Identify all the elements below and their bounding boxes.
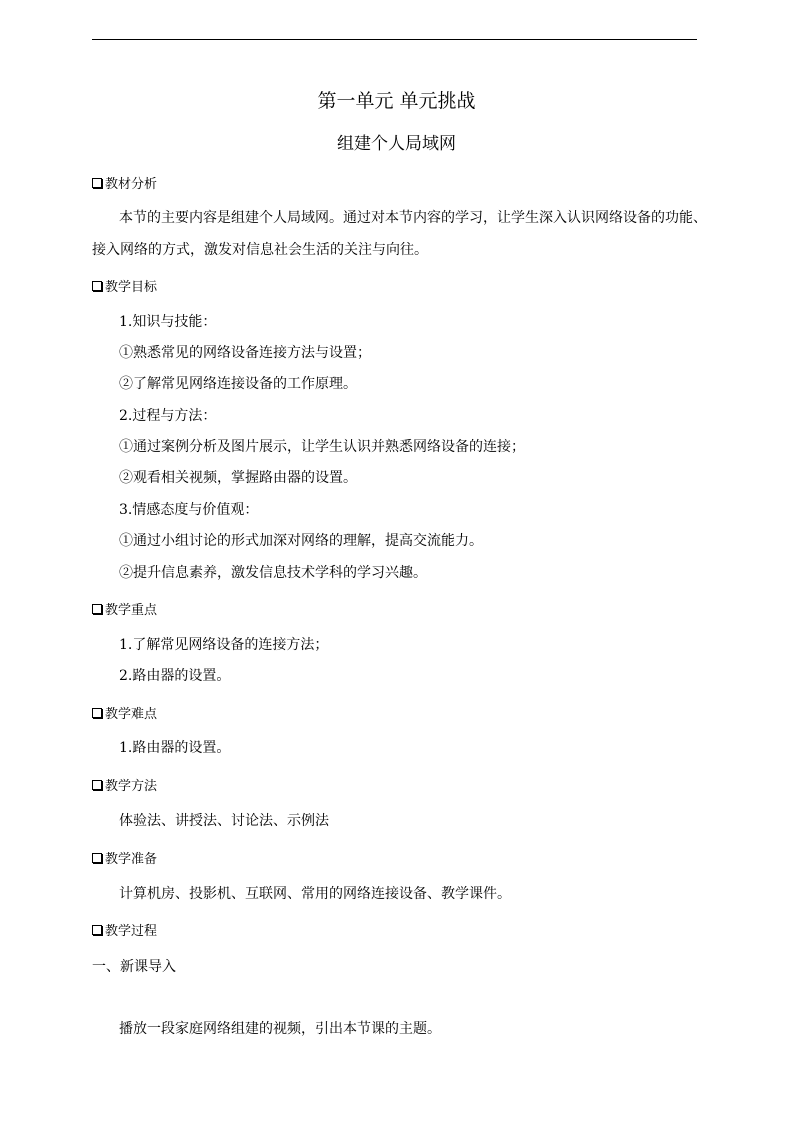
list-item: ①通过小组讨论的形式加深对网络的理解，提高交流能力。: [119, 533, 483, 549]
section-heading-label: 教材分析: [105, 177, 158, 192]
checkbox-bullet-icon: [92, 708, 102, 718]
section-heading-process: [92, 920, 157, 939]
list-item: ①通过案例分析及图片展示，让学生认识并熟悉网络设备的连接；: [119, 439, 525, 455]
section-heading-teaching-goals: [92, 276, 157, 295]
paragraph-line: 计算机房、投影机、互联网、常用的网络连接设备、教学课件。: [119, 886, 511, 902]
subheading-new-lesson-intro: 一、新课导入: [92, 959, 176, 975]
list-item: 2.过程与方法：: [119, 408, 217, 424]
paragraph-line: 体验法、讲授法、讨论法、示例法: [119, 813, 329, 829]
checkbox-bullet-icon: [92, 604, 102, 614]
list-item: 1.了解常见网络设备的连接方法；: [119, 637, 329, 653]
list-item: 2.路由器的设置。: [119, 668, 231, 684]
list-item: 3.情感态度与价值观：: [119, 502, 259, 518]
paragraph-line: 播放一段家庭网络组建的视频，引出本节课的主题。: [119, 1021, 441, 1037]
page-title: 第一单元 单元挑战: [317, 90, 476, 112]
checkbox-bullet-icon: [92, 281, 102, 291]
section-heading-label: 教学目标: [105, 280, 158, 295]
section-heading-label: 教学方法: [105, 779, 158, 794]
section-heading-label: 教学重点: [105, 603, 158, 618]
list-item: 1.路由器的设置。: [119, 740, 231, 756]
page-subtitle: 组建个人局域网: [337, 134, 456, 154]
checkbox-bullet-icon: [92, 853, 102, 863]
checkbox-bullet-icon: [92, 780, 102, 790]
list-item: ①熟悉常见的网络设备连接方法与设置；: [119, 345, 371, 361]
list-item: 1.知识与技能：: [119, 314, 217, 330]
section-heading-label: 教学准备: [105, 852, 158, 867]
list-item: ②了解常见网络连接设备的工作原理。: [119, 376, 357, 392]
section-heading-difficulties: [92, 703, 157, 722]
section-heading-label: 教学过程: [105, 924, 158, 939]
section-heading-preparation: [92, 848, 157, 867]
checkbox-bullet-icon: [92, 178, 102, 188]
checkbox-bullet-icon: [92, 925, 102, 935]
section-heading-textbook-analysis: [92, 173, 157, 192]
section-heading-methods: [92, 775, 157, 794]
list-item: ②观看相关视频，掌握路由器的设置。: [119, 470, 357, 486]
header-rule: [92, 39, 697, 40]
list-item: ②提升信息素养，激发信息技术学科的学习兴趣。: [119, 565, 427, 581]
section-heading-label: 教学难点: [105, 707, 158, 722]
paragraph-line: 接入网络的方式，激发对信息社会生活的关注与向往。: [92, 242, 428, 258]
section-heading-key-points: [92, 599, 157, 618]
paragraph-line: 本节的主要内容是组建个人局域网。通过对本节内容的学习，让学生深入认识网络设备的功能、: [119, 210, 707, 226]
